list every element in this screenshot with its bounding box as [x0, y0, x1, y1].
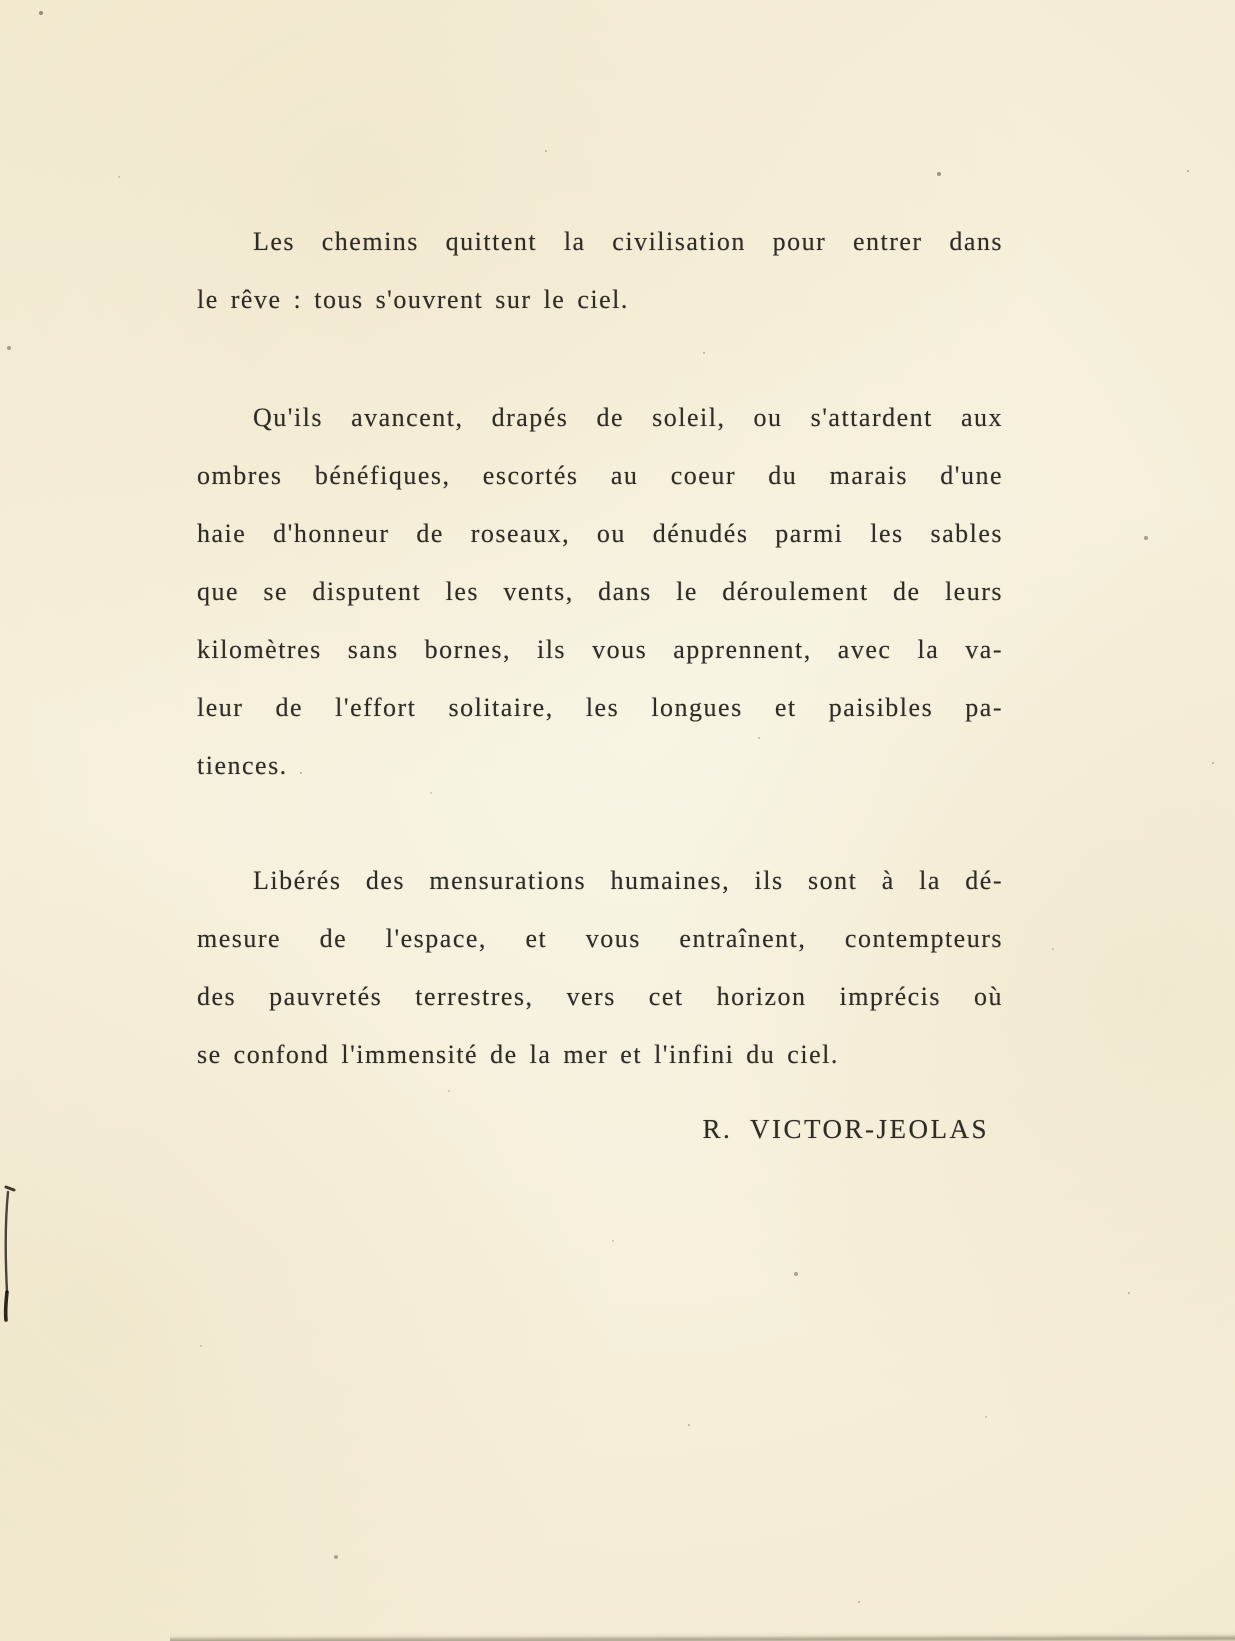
- text-line: mesure de l'espace, et vous entraînent, contempteurs: [197, 924, 1003, 953]
- binding-ink-mark: [0, 1170, 30, 1330]
- text-line: leur de l'effort solitaire, les longues et paisibles pa-: [197, 693, 1003, 722]
- text-line: que se disputent les vents, dans le déroulement de leurs: [197, 577, 1003, 606]
- author-signature: R. VICTOR-JEOLAS: [702, 1114, 989, 1144]
- text-line: Les chemins quittent la civilisation pour entrer dans: [253, 227, 1003, 256]
- paragraph-1: [197, 213, 1003, 329]
- text-line: ombres bénéfiques, escortés au coeur du marais d'une: [197, 461, 1003, 490]
- text-line: kilomètres sans bornes, ils vous apprennent, avec la va-: [197, 635, 1003, 664]
- text-line: tiences.: [197, 751, 288, 780]
- text-block: [197, 213, 1003, 1158]
- paragraph-2: [197, 389, 1003, 795]
- page-bottom-edge-shadow: [170, 1631, 1235, 1641]
- text-line: des pauvretés terrestres, vers cet horizon imprécis où: [197, 982, 1003, 1011]
- text-line: Qu'ils avancent, drapés de soleil, ou s'attardent aux: [253, 403, 1003, 432]
- text-line: le rêve : tous s'ouvrent sur le ciel.: [197, 285, 629, 314]
- text-line: se confond l'immensité de la mer et l'infini du ciel.: [197, 1040, 839, 1069]
- text-line: Libérés des mensurations humaines, ils sont à la dé-: [253, 866, 1003, 895]
- paper-specks: [0, 0, 2, 2]
- text-line: haie d'honneur de roseaux, ou dénudés parmi les sables: [197, 519, 1003, 548]
- paragraph-3: [197, 852, 1003, 1084]
